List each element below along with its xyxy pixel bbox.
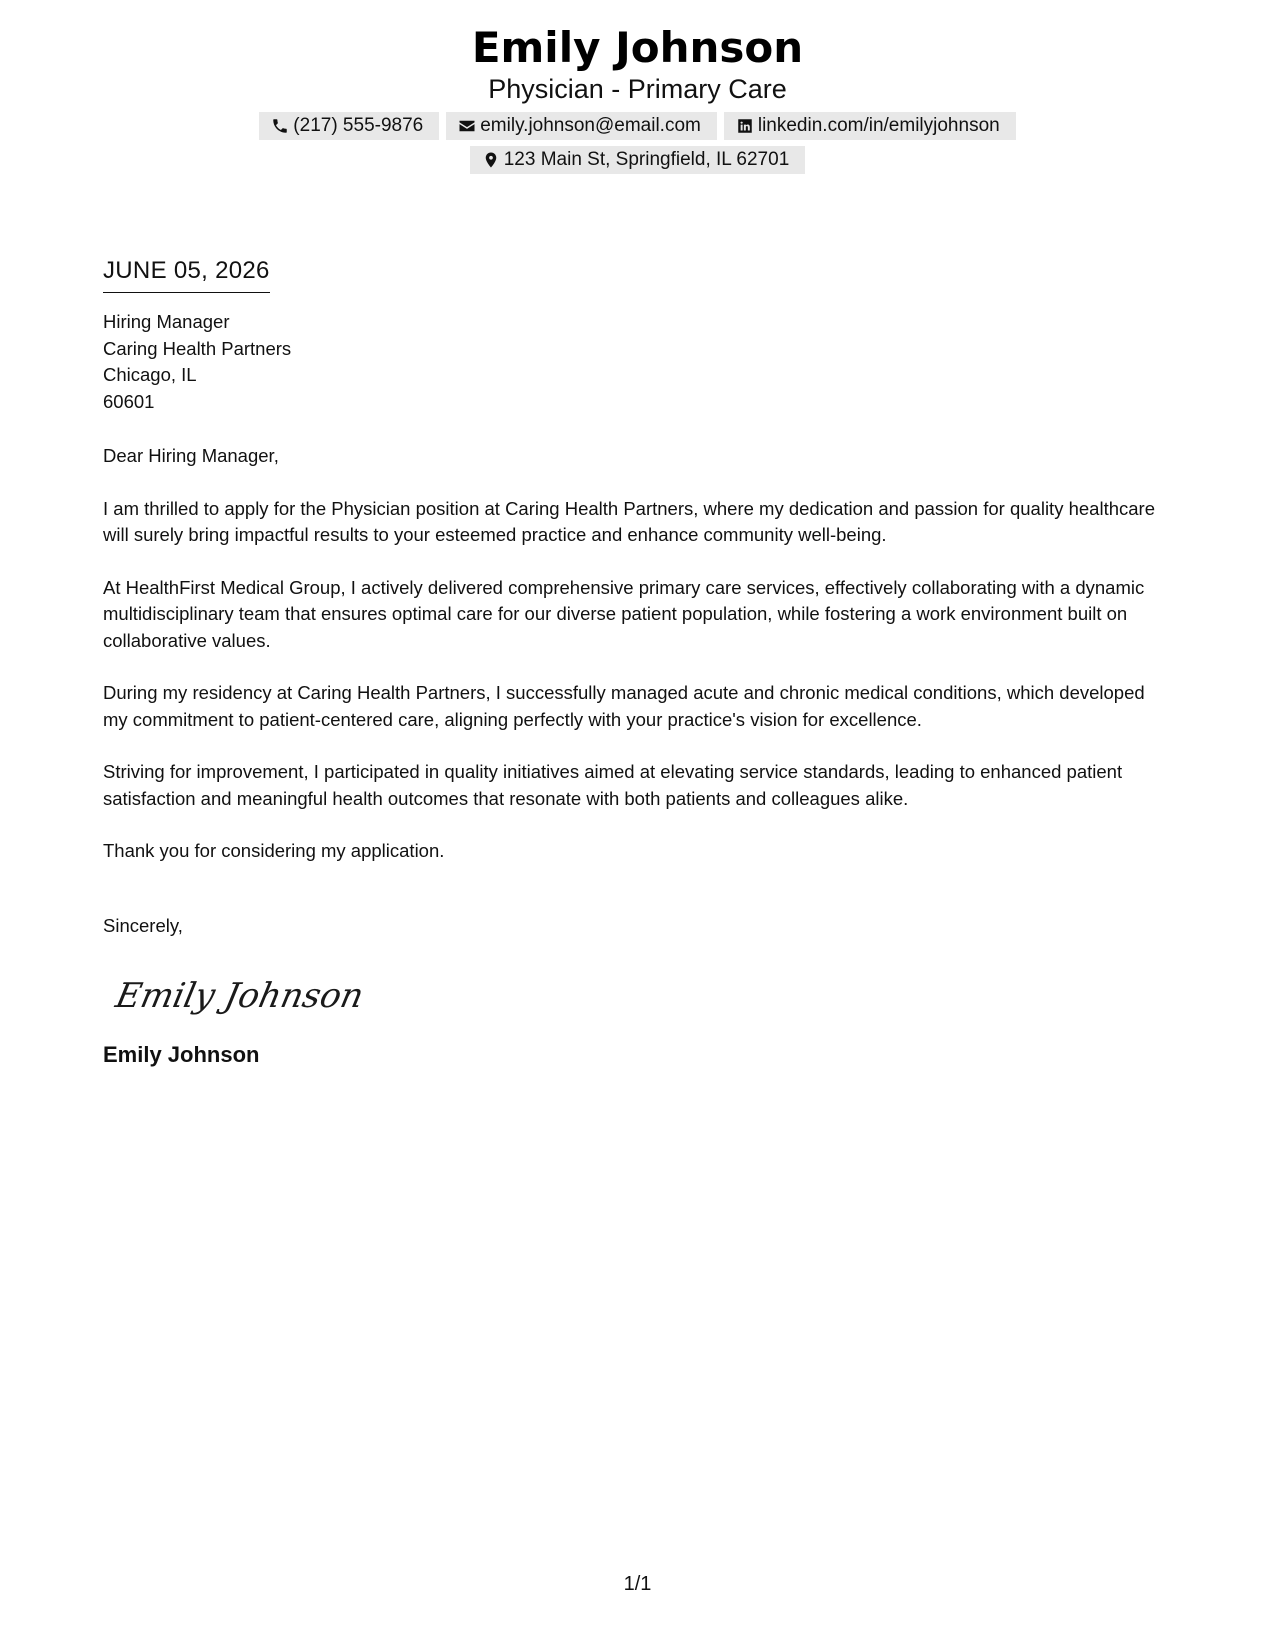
applicant-title: Physician - Primary Care: [488, 74, 787, 104]
signature-text: Emily Johnson: [112, 976, 368, 1016]
body-paragraph: During my residency at Caring Health Partners, I successfully managed acute and chronic medical conditions, which developed my commitment to patient-centered care, aligning perfectly with your practice's vision for excellence.: [103, 682, 1145, 730]
linkedin-icon: [736, 117, 754, 135]
salutation: Dear Hiring Manager,: [103, 445, 279, 466]
body-paragraph: Striving for improvement, I participated in quality initiatives aimed at elevating service standards, leading to enhanced patient satisfaction and meaningful health outcomes that resonate with both patients and colleagues alike.: [103, 761, 1123, 809]
contact-row-address: [0, 146, 1275, 174]
street-address: 123 Main St, Springfield, IL 62701: [503, 149, 790, 170]
contact-row: [0, 112, 1275, 140]
phone-chip: [259, 112, 439, 140]
signature-image: [112, 965, 368, 1027]
address-chip: [470, 146, 806, 174]
recipient-zip: 60601: [103, 390, 155, 412]
signature: [112, 965, 1173, 1027]
linkedin-url[interactable]: linkedin.com/in/emilyjohnson: [757, 115, 1000, 136]
letter-body: [103, 256, 1173, 1069]
body-paragraph: I am thrilled to apply for the Physician position at Caring Health Partners, where my dedication and passion for quality healthcare will surely bring impactful results to your esteemed practice and enhance community well-being.: [103, 497, 1155, 545]
recipient-block: [103, 309, 1173, 415]
email-chip: [446, 112, 717, 140]
signer-name: Emily Johnson: [103, 1042, 260, 1067]
applicant-name: Emily Johnson: [471, 23, 804, 72]
closing: Sincerely,: [103, 914, 183, 936]
letter-header: [0, 22, 1275, 174]
page-number: 1/1: [623, 1573, 652, 1595]
body-paragraph: Thank you for considering my application.: [103, 840, 445, 861]
envelope-icon: [458, 117, 476, 135]
map-marker-icon: [482, 151, 500, 169]
recipient-name: Hiring Manager: [103, 311, 230, 332]
recipient-city: Chicago, IL: [103, 364, 197, 385]
phone-number: (217) 555-9876: [293, 115, 424, 136]
linkedin-chip: [724, 112, 1016, 140]
body-paragraph: At HealthFirst Medical Group, I actively delivered comprehensive primary care services, effectively collaborating with a dynamic multidisciplinary team that ensures optimal care for our diverse patient population, while fostering a work environment built on collaborative values.: [103, 576, 1145, 651]
letter-date: JUNE 05, 2026: [103, 256, 270, 293]
recipient-company: Caring Health Partners: [103, 337, 292, 359]
phone-icon: [271, 117, 289, 135]
email-address[interactable]: emily.johnson@email.com: [480, 115, 701, 136]
